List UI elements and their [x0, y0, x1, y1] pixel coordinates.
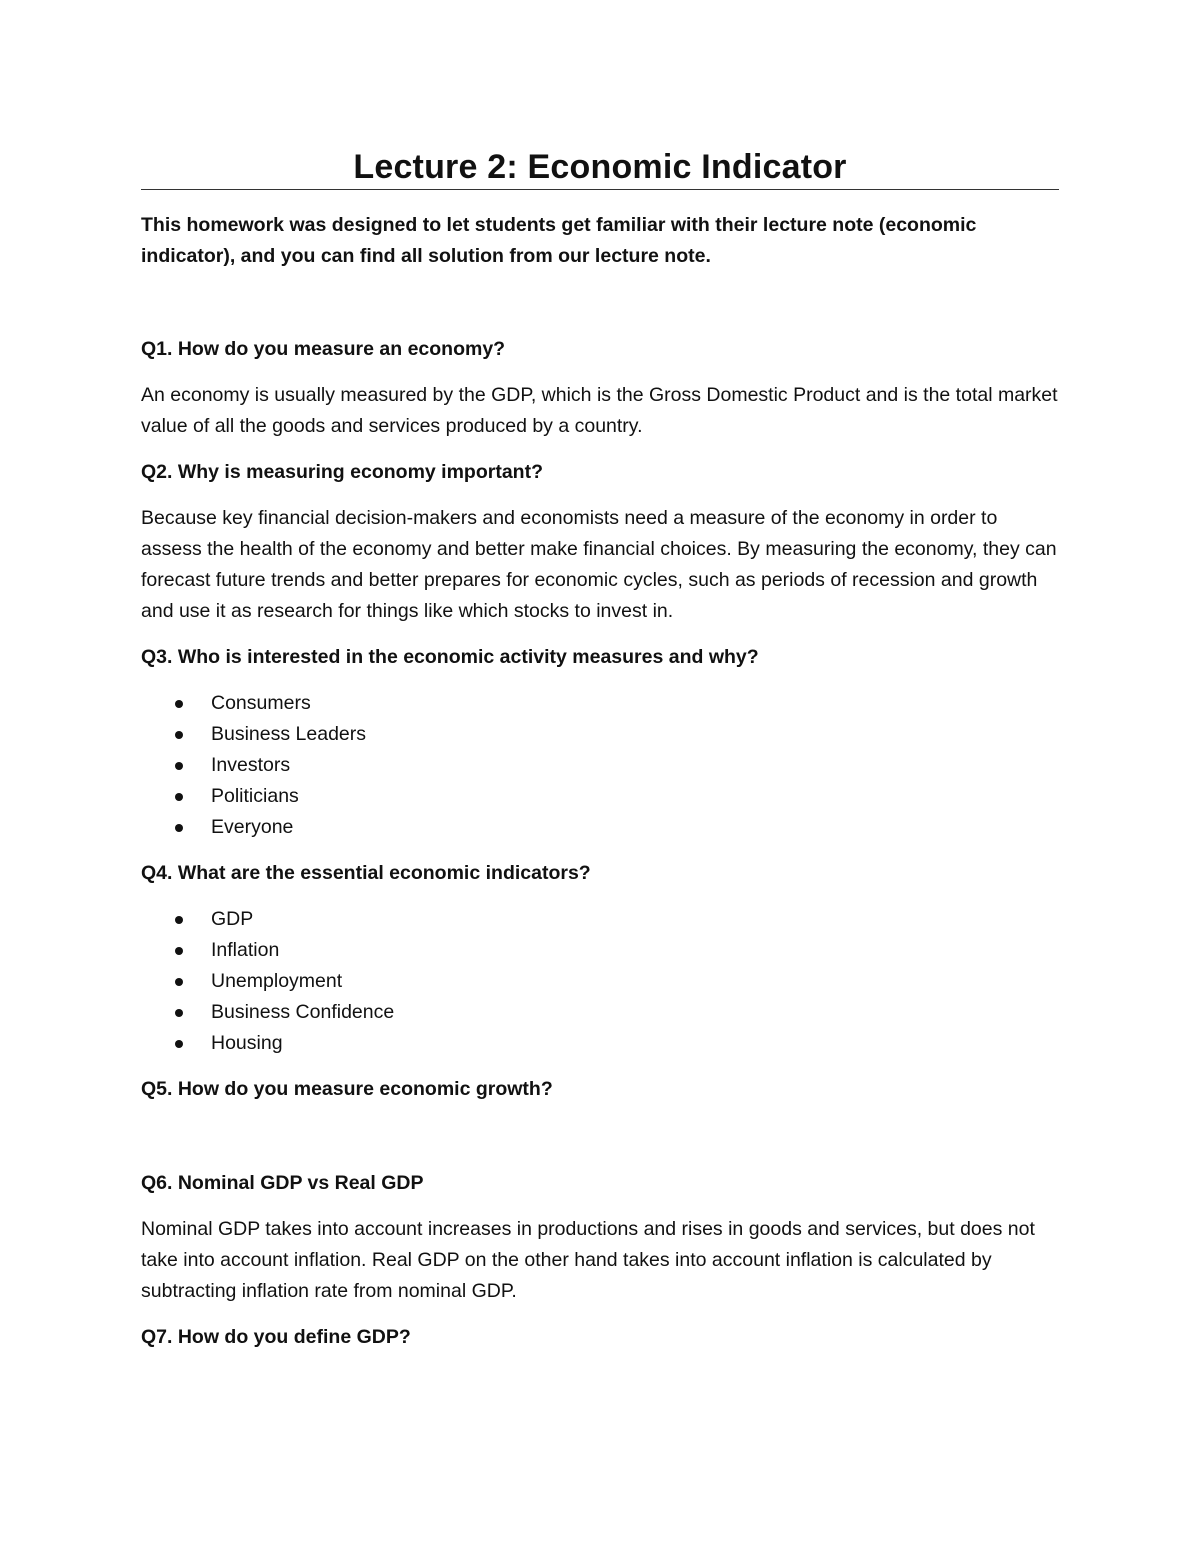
bullet-icon [175, 824, 183, 832]
question-3: Q3. Who is interested in the economic activity measures and why? [141, 646, 759, 668]
bullet-icon [175, 1009, 183, 1017]
bullet-icon [175, 978, 183, 986]
question-4: Q4. What are the essential economic indicators? [141, 862, 591, 884]
answer-1: An economy is usually measured by the GDP, which is the Gross Domestic Product and is the total market value of all the goods and services produced by a country. [141, 384, 1058, 437]
document-page [141, 146, 1059, 1353]
list-item: Inflation [141, 935, 1059, 966]
list-item: GDP [141, 904, 1059, 935]
bullet-icon [175, 1040, 183, 1048]
question-5: Q5. How do you measure economic growth? [141, 1078, 553, 1100]
bullet-icon [175, 947, 183, 955]
list-item: Housing [141, 1028, 1059, 1059]
list-item: Everyone [141, 812, 1059, 843]
question-1: Q1. How do you measure an economy? [141, 338, 506, 360]
bullet-icon [175, 731, 183, 739]
q3-list [141, 688, 1059, 843]
intro-paragraph: This homework was designed to let students get familiar with their lecture note (economic indicator), and you can find all solution from our lecture note. [141, 214, 977, 267]
list-item: Consumers [141, 688, 1059, 719]
question-6: Q6. Nominal GDP vs Real GDP [141, 1172, 424, 1194]
bullet-icon [175, 762, 183, 770]
page-title: Lecture 2: Economic Indicator [141, 146, 1059, 190]
answer-2: Because key financial decision-makers and economists need a measure of the economy in order to assess the health of the economy and better make financial choices. By measuring the economy, they can forecast future trends and better prepares for economic cycles, such as periods of recession and growth and use it as research for things like which stocks to invest in. [141, 507, 1057, 622]
answer-6: Nominal GDP takes into account increases in productions and rises in goods and services, but does not take into account inflation. Real GDP on the other hand takes into account inflation is calculated by subtracting inflation rate from nominal GDP. [141, 1218, 1035, 1302]
list-item: Business Confidence [141, 997, 1059, 1028]
list-item: Business Leaders [141, 719, 1059, 750]
list-item: Investors [141, 750, 1059, 781]
list-item: Politicians [141, 781, 1059, 812]
list-item: Unemployment [141, 966, 1059, 997]
question-7: Q7. How do you define GDP? [141, 1326, 411, 1348]
bullet-icon [175, 700, 183, 708]
bullet-icon [175, 916, 183, 924]
bullet-icon [175, 793, 183, 801]
q4-list [141, 904, 1059, 1059]
question-2: Q2. Why is measuring economy important? [141, 461, 543, 483]
